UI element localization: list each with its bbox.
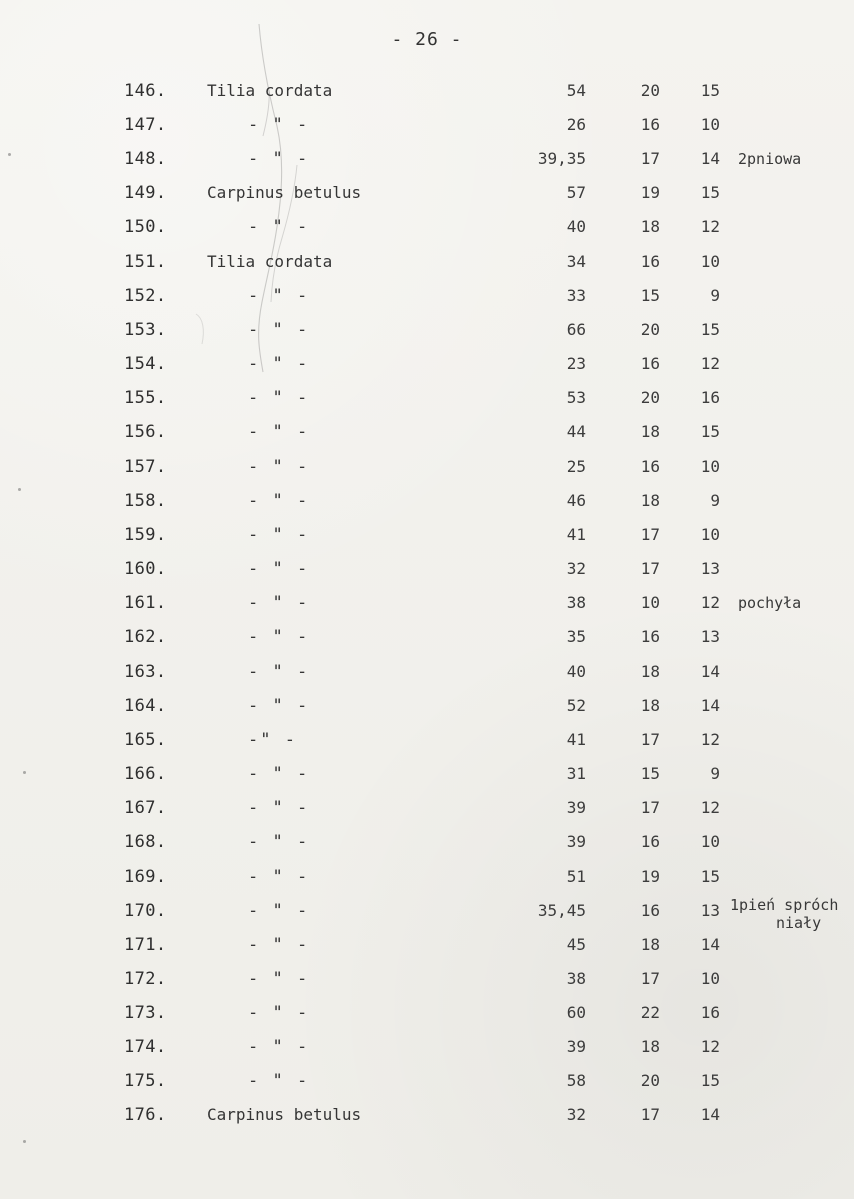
table-row [0,865,854,889]
measure-2: 16 [640,115,660,134]
measure-3: 12 [700,1037,720,1056]
table-row [0,933,854,957]
row-number: 158. [124,491,167,511]
measure-3: 10 [700,832,720,851]
measure-2: 20 [640,388,660,407]
measure-3: 12 [700,798,720,817]
measure-3: 12 [700,730,720,749]
measure-2: 17 [640,149,660,168]
species-ditto: - " - [248,354,310,374]
table-row [0,455,854,479]
table-row [0,181,854,205]
row-number: 150. [124,217,167,237]
table-row [0,79,854,103]
row-number: 175. [124,1071,167,1091]
measure-3: 9 [710,764,720,783]
species-ditto: - " - [248,662,310,682]
row-number: 153. [124,320,167,340]
table-row [0,318,854,342]
measure-3: 12 [700,217,720,236]
measure-2: 17 [640,730,660,749]
measure-3: 14 [700,696,720,715]
species-ditto: - " - [248,286,310,306]
species-name: Carpinus betulus [207,183,362,202]
species-ditto: - " - [248,115,310,135]
species-ditto: - " - [248,1003,310,1023]
measure-1: 35,45 [537,901,586,920]
species-ditto: - " - [248,559,310,579]
row-number: 167. [124,798,167,818]
row-number: 174. [124,1037,167,1057]
row-number: 159. [124,525,167,545]
measure-2: 18 [640,217,660,236]
measure-1: 38 [566,969,586,988]
row-number: 154. [124,354,167,374]
table-row [0,591,854,615]
measure-1: 32 [566,1105,586,1124]
measure-1: 53 [566,388,586,407]
measure-1: 39 [566,1037,586,1056]
species-name: Carpinus betulus [207,1105,362,1124]
row-number: 176. [124,1105,167,1125]
row-number: 166. [124,764,167,784]
species-ditto: -" - [248,730,297,750]
measure-1: 57 [566,183,586,202]
species-ditto: - " - [248,969,310,989]
measure-2: 16 [640,832,660,851]
measure-3: 14 [700,149,720,168]
table-row [0,420,854,444]
table-row [0,352,854,376]
species-ditto: - " - [248,901,310,921]
measure-3: 12 [700,593,720,612]
measure-2: 18 [640,662,660,681]
measure-2: 15 [640,764,660,783]
measure-1: 34 [566,252,586,271]
measure-1: 32 [566,559,586,578]
measure-2: 17 [640,969,660,988]
row-number: 146. [124,81,167,101]
table-row [0,830,854,854]
table-row [0,386,854,410]
row-number: 168. [124,832,167,852]
measure-3: 14 [700,935,720,954]
measure-1: 51 [566,867,586,886]
table-row [0,625,854,649]
row-number: 163. [124,662,167,682]
species-ditto: - " - [248,1071,310,1091]
row-number: 169. [124,867,167,887]
species-ditto: - " - [248,149,310,169]
remark-line-2: niały [776,914,822,932]
row-number: 155. [124,388,167,408]
table-row [0,250,854,274]
row-number: 173. [124,1003,167,1023]
measure-1: 38 [566,593,586,612]
species-name: Tilia cordata [207,252,333,271]
table-row [0,796,854,820]
row-number: 171. [124,935,167,955]
row-number: 151. [124,252,167,272]
measure-3: 12 [700,354,720,373]
measure-3: 10 [700,115,720,134]
measure-3: 15 [700,320,720,339]
row-number: 164. [124,696,167,716]
species-ditto: - " - [248,935,310,955]
remark-text: 2pniowa [738,150,802,168]
measure-2: 17 [640,798,660,817]
species-ditto: - " - [248,832,310,852]
measure-2: 17 [640,559,660,578]
table-row [0,728,854,752]
row-number: 157. [124,457,167,477]
measure-2: 22 [640,1003,660,1022]
measure-3: 10 [700,252,720,271]
remark-text: pochyła [738,594,802,612]
measure-2: 15 [640,286,660,305]
measure-2: 18 [640,422,660,441]
table-row [0,694,854,718]
measure-3: 13 [700,559,720,578]
measure-1: 39,35 [537,149,586,168]
species-ditto: - " - [248,867,310,887]
measure-2: 19 [640,867,660,886]
measure-3: 15 [700,867,720,886]
measure-2: 20 [640,1071,660,1090]
table-row [0,284,854,308]
row-number: 149. [124,183,167,203]
row-number: 160. [124,559,167,579]
species-ditto: - " - [248,422,310,442]
species-ditto: - " - [248,491,310,511]
measure-1: 40 [566,217,586,236]
measure-2: 18 [640,696,660,715]
measure-2: 19 [640,183,660,202]
measure-1: 26 [566,115,586,134]
measure-3: 9 [710,491,720,510]
measure-2: 10 [640,593,660,612]
remark-text [730,896,854,932]
measure-2: 16 [640,901,660,920]
measure-3: 15 [700,183,720,202]
species-ditto: - " - [248,217,310,237]
measure-1: 39 [566,798,586,817]
remark-line-1: 1pień spróch [730,896,839,914]
measure-2: 18 [640,491,660,510]
table-row [0,1001,854,1025]
table-row [0,967,854,991]
measure-1: 41 [566,525,586,544]
table-row [0,215,854,239]
measure-2: 16 [640,354,660,373]
measure-3: 10 [700,969,720,988]
measure-1: 45 [566,935,586,954]
measure-3: 13 [700,627,720,646]
row-number: 161. [124,593,167,613]
table-row [0,113,854,137]
measure-1: 35 [566,627,586,646]
measure-3: 14 [700,1105,720,1124]
table-row [0,762,854,786]
table-row [0,147,854,171]
row-number: 162. [124,627,167,647]
species-ditto: - " - [248,696,310,716]
measure-3: 14 [700,662,720,681]
measure-2: 16 [640,627,660,646]
measure-3: 15 [700,422,720,441]
species-ditto: - " - [248,798,310,818]
measure-3: 10 [700,457,720,476]
table-row [0,1103,854,1127]
measure-3: 9 [710,286,720,305]
species-ditto: - " - [248,525,310,545]
species-ditto: - " - [248,764,310,784]
measure-2: 17 [640,1105,660,1124]
measure-2: 16 [640,252,660,271]
page-number: - 26 - [391,29,463,50]
measure-1: 60 [566,1003,586,1022]
table-row [0,1035,854,1059]
measure-3: 16 [700,1003,720,1022]
measure-2: 20 [640,81,660,100]
species-ditto: - " - [248,320,310,340]
measure-1: 31 [566,764,586,783]
row-number: 156. [124,422,167,442]
measure-2: 16 [640,457,660,476]
species-ditto: - " - [248,457,310,477]
species-ditto: - " - [248,388,310,408]
measure-1: 44 [566,422,586,441]
measure-2: 18 [640,935,660,954]
table-row [0,489,854,513]
species-ditto: - " - [248,593,310,613]
measure-1: 39 [566,832,586,851]
measure-3: 13 [700,901,720,920]
row-number: 148. [124,149,167,169]
measure-3: 10 [700,525,720,544]
table-row [0,557,854,581]
row-number: 165. [124,730,167,750]
measure-3: 16 [700,388,720,407]
table-row [0,523,854,547]
paper-speck [23,1140,26,1143]
measure-1: 33 [566,286,586,305]
row-number: 172. [124,969,167,989]
row-number: 152. [124,286,167,306]
measure-1: 23 [566,354,586,373]
measure-1: 52 [566,696,586,715]
measure-3: 15 [700,81,720,100]
measure-1: 46 [566,491,586,510]
measure-2: 17 [640,525,660,544]
measure-2: 20 [640,320,660,339]
measure-1: 66 [566,320,586,339]
species-ditto: - " - [248,1037,310,1057]
measure-2: 18 [640,1037,660,1056]
table-row [0,660,854,684]
table-row [0,896,854,932]
species-ditto: - " - [248,627,310,647]
row-number: 147. [124,115,167,135]
measure-1: 58 [566,1071,586,1090]
measure-1: 54 [566,81,586,100]
measure-3: 15 [700,1071,720,1090]
measure-1: 25 [566,457,586,476]
measure-1: 40 [566,662,586,681]
measure-1: 41 [566,730,586,749]
row-number: 170. [124,901,167,921]
species-name: Tilia cordata [207,81,333,100]
table-row [0,1069,854,1093]
